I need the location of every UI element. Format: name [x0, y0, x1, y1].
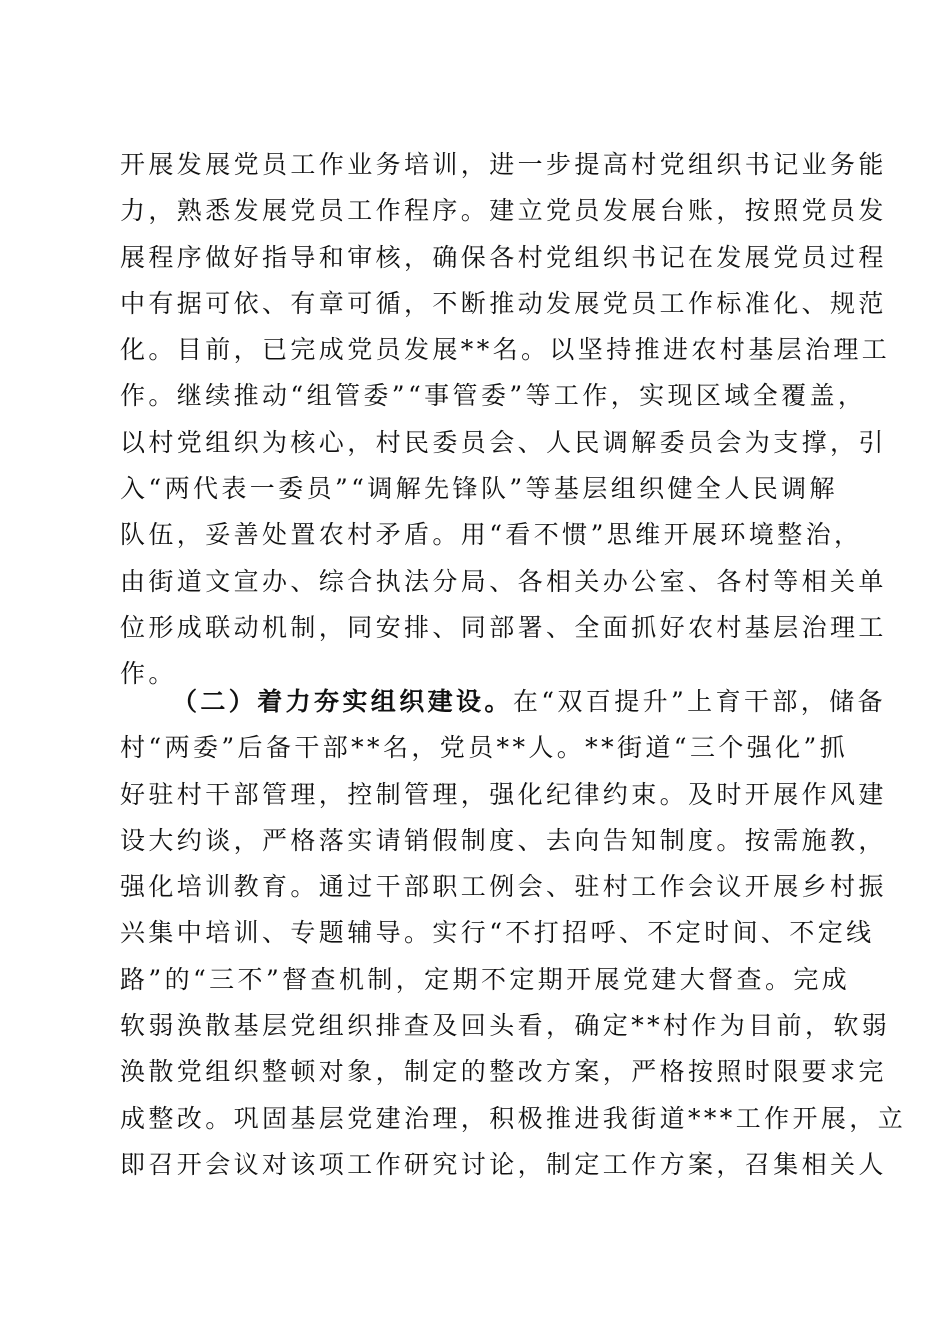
paragraph-party-member-development	[120, 142, 891, 698]
text-line: 入“两代表一委员”“调解先锋队”等基层组织健全人民调解	[120, 474, 838, 504]
text-line: 展程序做好指导和审核，确保各村党组织书记在发展党员过程	[120, 242, 887, 272]
text-line: 好驻村干部管理，控制管理，强化纪律约束。及时开展作风建	[120, 779, 887, 809]
text-line: 村“两委”后备干部**名，党员**人。**街道“三个强化”抓	[120, 733, 849, 763]
text-line: 设大约谈，严格落实请销假制度、去向告知制度。按需施教，	[120, 825, 887, 855]
text-line: 兴集中培训、专题辅导。实行“不打招呼、不定时间、不定线	[120, 918, 875, 948]
paragraph-organization-building	[120, 679, 907, 1188]
text-line: 作。	[120, 659, 177, 689]
text-line: 软弱涣散基层党组织排查及回头看，确定**村作为目前，软弱	[120, 1011, 891, 1041]
text-line: 化。目前，已完成党员发展**名。以坚持推进农村基层治理工	[120, 335, 891, 365]
text-run: 在“双百提升”上育干部，储备	[512, 687, 886, 716]
text-line: 力，熟悉发展党员工作程序。建立党员发展台账，按照党员发	[120, 196, 887, 226]
text-line: 强化培训教育。通过干部职工例会、驻村工作会议开展乡村振	[120, 872, 887, 902]
text-line: 位形成联动机制，同安排、同部署、全面抓好农村基层治理工	[120, 612, 887, 642]
text-line: 由街道文宣办、综合执法分局、各相关办公室、各村等相关单	[120, 566, 887, 596]
text-line: 即召开会议对该项工作研究讨论，制定工作方案，召集相关人	[120, 1149, 887, 1179]
text-line: 队伍，妥善处置农村矛盾。用“看不惯”思维开展环境整治，	[120, 520, 863, 550]
text-line: 开展发展党员工作业务培训，进一步提高村党组织书记业务能	[120, 150, 887, 179]
text-line: 以村党组织为核心，村民委员会、人民调解委员会为支撑，引	[120, 427, 887, 457]
text-line: 涣散党组织整顿对象，制定的整改方案，严格按照时限要求完	[120, 1057, 887, 1087]
text-line: 作。继续推动“组管委”“事管委”等工作，实现区域全覆盖，	[120, 381, 867, 411]
paragraph-first-line	[120, 679, 886, 725]
text-line: 成整改。巩固基层党建治理，积极推进我街道***工作开展，立	[120, 1103, 907, 1133]
text-line: 中有据可依、有章可循，不断推动发展党员工作标准化、规范	[120, 288, 887, 318]
text-line: 路”的“三不”督查机制，定期不定期开展党建大督查。完成	[120, 964, 851, 994]
section-heading: （二）着力夯实组织建设。	[172, 687, 513, 716]
